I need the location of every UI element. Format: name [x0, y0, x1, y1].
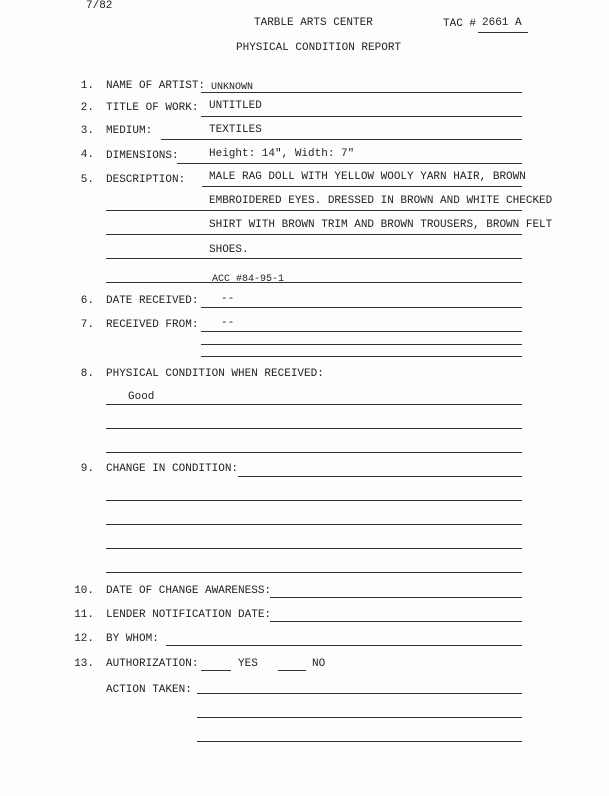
date-received-value: --: [221, 293, 235, 305]
lender-date-line: [270, 621, 522, 622]
description-rule: [106, 210, 522, 211]
accession-number: ACC #84-95-1: [212, 274, 285, 285]
item-number: 4.: [80, 149, 94, 161]
by-whom-label: BY WHOM:: [106, 633, 159, 645]
item-number: 8.: [80, 368, 94, 380]
item-number: 13.: [74, 658, 94, 670]
item-number: 2.: [80, 102, 94, 114]
dimensions-label: DIMENSIONS:: [106, 150, 179, 162]
description-label: DESCRIPTION:: [106, 174, 186, 186]
no-option: NO: [312, 658, 326, 670]
artist-line: [201, 92, 522, 93]
item-number: 5.: [80, 174, 94, 186]
tac-label: TAC #: [443, 18, 477, 30]
item-number: 12.: [74, 633, 94, 645]
authorization-label: AUTHORIZATION:: [106, 658, 199, 670]
condition-line: [106, 428, 522, 429]
physical-condition-value: Good: [128, 391, 155, 403]
condition-line: [106, 404, 522, 405]
title-value: UNTITLED: [209, 100, 262, 112]
item-number: 3.: [80, 125, 94, 137]
yes-option: YES: [238, 658, 258, 670]
change-line: [106, 572, 522, 573]
description-rule: [106, 282, 522, 283]
date-received-line: [201, 307, 522, 308]
change-line: [106, 548, 522, 549]
item-number: 11.: [74, 609, 94, 621]
title-line: [201, 116, 522, 117]
yes-blank: [201, 670, 231, 671]
action-line: [197, 741, 522, 742]
tac-underline: [478, 32, 528, 33]
description-rule: [106, 234, 522, 235]
condition-line: [106, 452, 522, 453]
dimensions-value: Height: 14", Width: 7": [209, 148, 355, 160]
item-number: 7.: [80, 319, 94, 331]
description-rule: [106, 258, 522, 259]
description-line-1: MALE RAG DOLL WITH YELLOW WOOLY YARN HAIR, BROWN: [209, 171, 526, 183]
date-received-label: DATE RECEIVED:: [106, 295, 199, 307]
medium-value: TEXTILES: [209, 124, 262, 136]
date-change-line: [270, 597, 522, 598]
change-condition-label: CHANGE IN CONDITION:: [106, 463, 239, 475]
medium-label: MEDIUM:: [106, 125, 153, 137]
artist-label: NAME OF ARTIST:: [106, 80, 206, 92]
change-line: [106, 524, 522, 525]
item-number: 6.: [80, 295, 94, 307]
physical-condition-label: PHYSICAL CONDITION WHEN RECEIVED:: [106, 368, 324, 380]
date-change-label: DATE OF CHANGE AWARENESS:: [106, 585, 272, 597]
received-from-value: --: [221, 317, 235, 329]
dimensions-line: [177, 163, 522, 164]
description-line-3: SHIRT WITH BROWN TRIM AND BROWN TROUSERS, BROWN FELT: [209, 219, 553, 231]
received-from-line: [201, 356, 522, 357]
action-taken-label: ACTION TAKEN:: [106, 684, 192, 696]
description-line-4: SHOES.: [209, 244, 249, 256]
received-from-line: [201, 331, 522, 332]
lender-date-label: LENDER NOTIFICATION DATE:: [106, 609, 272, 621]
artist-value: UNKNOWN: [211, 82, 254, 93]
item-number: 10.: [74, 585, 94, 597]
description-line-2: EMBROIDERED EYES. DRESSED IN BROWN AND WHITE CHECKED: [209, 195, 553, 207]
page-title: PHYSICAL CONDITION REPORT: [236, 42, 402, 54]
action-line: [197, 717, 522, 718]
date-mark: 7/82: [86, 0, 113, 12]
received-from-label: RECEIVED FROM:: [106, 319, 199, 331]
by-whom-line: [166, 645, 522, 646]
description-rule: [202, 186, 522, 187]
title-label: TITLE OF WORK:: [106, 102, 199, 114]
action-line: [197, 693, 522, 694]
received-from-line: [201, 344, 522, 345]
org-name: TARBLE ARTS CENTER: [254, 17, 373, 29]
change-line: [106, 500, 522, 501]
medium-line: [161, 139, 522, 140]
no-blank: [278, 670, 306, 671]
change-line: [238, 476, 522, 477]
item-number: 9.: [80, 463, 94, 475]
item-number: 1.: [80, 80, 94, 92]
tac-value: 2661 A: [482, 17, 522, 29]
